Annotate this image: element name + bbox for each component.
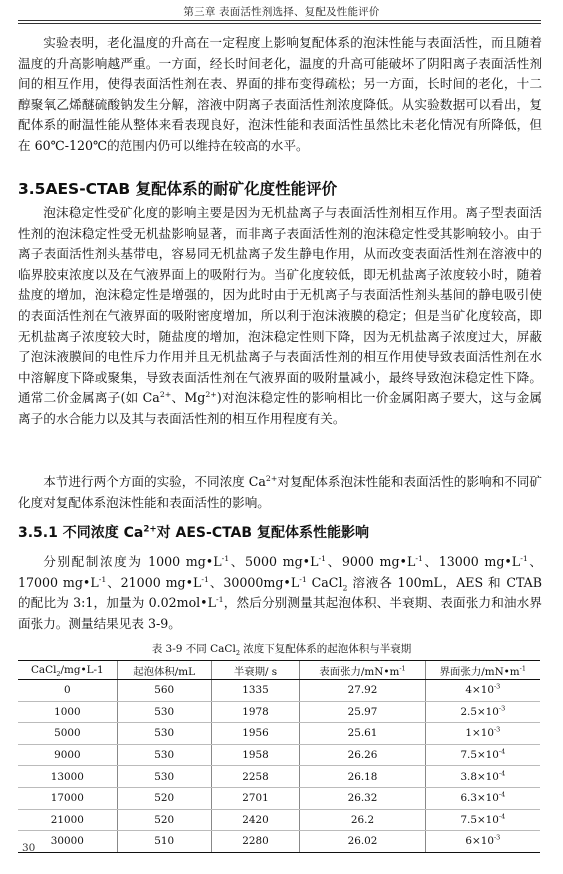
cell-interfacial-tension: $7.5\times 10^{-4}$ xyxy=(425,744,540,766)
table-row xyxy=(18,766,540,788)
cell-interfacial-tension: $4\times 10^{-3}$ xyxy=(425,680,540,702)
column-header-interfacial-tension: 界面张力$/mN•m^{-1}$ xyxy=(425,661,540,680)
cell-concentration: 1000 xyxy=(18,701,117,723)
paragraph-aging-temperature: 实验表明，老化温度的升高在一定程度上影响复配体系的泡沫性能与表面活性，而且随着温度的升高影响越严重。一方面，经长时间老化，温度的升高可能破坏了阴阳离子表面活性剂间的相互作用，使得表面活性剂在表、界面的排布变得疏松；另一方面，长时间的老化，十二醇聚氧乙烯醚硫酸钠发生分解，溶液中阴离子表面活性剂浓度降低。从实验数据可以看出，复配体系的耐温性能从整体来看表现良好，泡沫性能和表面活性虽然比未老化情况有所降低，但在 60℃-120℃的范围内仍可以维持在较高的水平。 xyxy=(18,35,542,153)
table-row xyxy=(18,744,540,766)
cacl2-results-table xyxy=(18,660,540,853)
table-row xyxy=(18,809,540,831)
column-header-half-life: 半衰期/ s xyxy=(211,661,300,680)
column-header-surface-tension: 表面张力$/mN•m^{-1}$ xyxy=(300,661,425,680)
cell-foam-volume: 530 xyxy=(117,766,211,788)
cell-concentration: 0 xyxy=(18,680,117,702)
cell-concentration: 13000 xyxy=(18,766,117,788)
table-row xyxy=(18,831,540,853)
cell-interfacial-tension: $6.3\times 10^{-4}$ xyxy=(425,787,540,809)
cell-half-life: 1958 xyxy=(211,744,300,766)
cell-foam-volume: 520 xyxy=(117,809,211,831)
cell-foam-volume: 510 xyxy=(117,831,211,853)
table-header-row xyxy=(18,661,540,680)
cell-concentration: 9000 xyxy=(18,744,117,766)
cell-half-life: 1335 xyxy=(211,680,300,702)
cell-half-life: 1956 xyxy=(211,723,300,745)
table-caption: 表 3-9 不同 CaCl$_2$ 浓度下复配体系的起泡体积与半衰期 xyxy=(151,643,412,658)
cell-foam-volume: 530 xyxy=(117,723,211,745)
cell-foam-volume: 530 xyxy=(117,744,211,766)
cell-foam-volume: 530 xyxy=(117,701,211,723)
cell-foam-volume: 520 xyxy=(117,787,211,809)
cell-half-life: 2420 xyxy=(211,809,300,831)
paragraph-salinity-effect: 泡沫稳定性受矿化度的影响主要是因为无机盐离子与表面活性剂相互作用。离子型表面活性剂的泡沫稳定性受无机盐影响显著，而非离子表面活性剂的泡沫稳定性受其影响较小。由于离子表面活性剂头基带电，容易同无机盐离子发生静电作用，从而改变表面活性剂在溶液中的临界胶束浓度以及在气液界面上的吸附行为。当矿化度较低，即无机盐离子浓度较小时，随着盐度的增加，泡沫稳定性是增强的，因为此时由于无机离子与表面活性剂头基间的静电吸引使的表面活性剂在气液界面的吸附密度增加，所以利于泡沫液膜的稳定；但是当矿化度较高，即无机盐离子浓度较大时，随盐度的增加，泡沫稳定性则下降，因为无机盐离子浓度过大，屏蔽了泡沫液膜间的电性斥力作用并且无机盐离子与表面活性剂的相互作用使导致表面活性剂在水中溶解度下降或聚集，导致表面活性剂在气液界面的吸附量减小，最终导致泡沫稳定性下降。通常二价金属离子(如 $Ca^{2+}$、$Mg^{2+}$)对泡沫稳定性的影响相比一价金属阳离子要大，这与金属离子的水合能力以及其与表面活性剂的相互作用程度有关。 xyxy=(18,205,543,426)
cell-surface-tension: 26.02 xyxy=(300,831,425,853)
table-row xyxy=(18,680,540,702)
cell-half-life: 2280 xyxy=(211,831,300,853)
cell-surface-tension: 26.32 xyxy=(300,787,425,809)
column-header-concentration: CaCl$_2$/mg•L-1 xyxy=(18,661,117,680)
table-row xyxy=(18,787,540,809)
table-row xyxy=(18,723,540,745)
running-header: 第三章 表面活性剂选择、复配及性能评价 xyxy=(183,6,380,18)
cell-interfacial-tension: $7.5\times 10^{-4}$ xyxy=(425,809,540,831)
cell-surface-tension: 26.26 xyxy=(300,744,425,766)
cell-half-life: 2701 xyxy=(211,787,300,809)
cell-interfacial-tension: $6\times 10^{-3}$ xyxy=(425,831,540,853)
cell-concentration: 30000 xyxy=(18,831,117,853)
cell-surface-tension: 27.92 xyxy=(300,680,425,702)
cell-half-life: 1978 xyxy=(211,701,300,723)
paragraph-method: 分别配制浓度为 1000 $mg•L^{-1}$、5000 $mg•L^{-1}$、9000 $mg•L^{-1}$、13000 $mg•L^{-1}$、17000 $mg•L^{-1}$、21000 $mg•L^{-1}$、$30000mg•L^{-1}$ CaCl$_2$ 溶液各 100mL，AES 和 CTAB 的配比为 3:1，加量为 $0.02mol•L^{-1}$，然后分别测量其起泡体积、半衰期、表面张力和油水界面张力。测量结果见表 3-9。 xyxy=(18,553,543,631)
cell-surface-tension: 26.2 xyxy=(300,809,425,831)
cell-interfacial-tension: $2.5\times 10^{-3}$ xyxy=(425,701,540,723)
cell-foam-volume: 560 xyxy=(117,680,211,702)
cell-surface-tension: 25.97 xyxy=(300,701,425,723)
cell-concentration: 17000 xyxy=(18,787,117,809)
paragraph-experiment-intro: 本节进行两个方面的实验，不同浓度 $Ca^{2+}$对复配体系泡沫性能和表面活性的影响和不同矿化度对复配体系泡沫性能和表面活性的影响。 xyxy=(18,473,542,510)
cell-concentration: 5000 xyxy=(18,723,117,745)
cell-surface-tension: 25.61 xyxy=(300,723,425,745)
page-number: 30 xyxy=(22,842,36,854)
table-row xyxy=(18,701,540,723)
section-heading-3-5-1: 3.5.1 不同浓度 $Ca^{2+}$对 AES-CTAB 复配体系性能影响 xyxy=(18,524,369,541)
cell-interfacial-tension: $3.8\times 10^{-4}$ xyxy=(425,766,540,788)
section-heading-3-5: 3.5AES-CTAB 复配体系的耐矿化度性能评价 xyxy=(18,180,338,198)
cell-surface-tension: 26.18 xyxy=(300,766,425,788)
cell-concentration: 21000 xyxy=(18,809,117,831)
cell-half-life: 2258 xyxy=(211,766,300,788)
header-rule xyxy=(18,20,541,24)
column-header-foam-volume: 起泡体积/mL xyxy=(117,661,211,680)
cell-interfacial-tension: $1\times 10^{-3}$ xyxy=(425,723,540,745)
